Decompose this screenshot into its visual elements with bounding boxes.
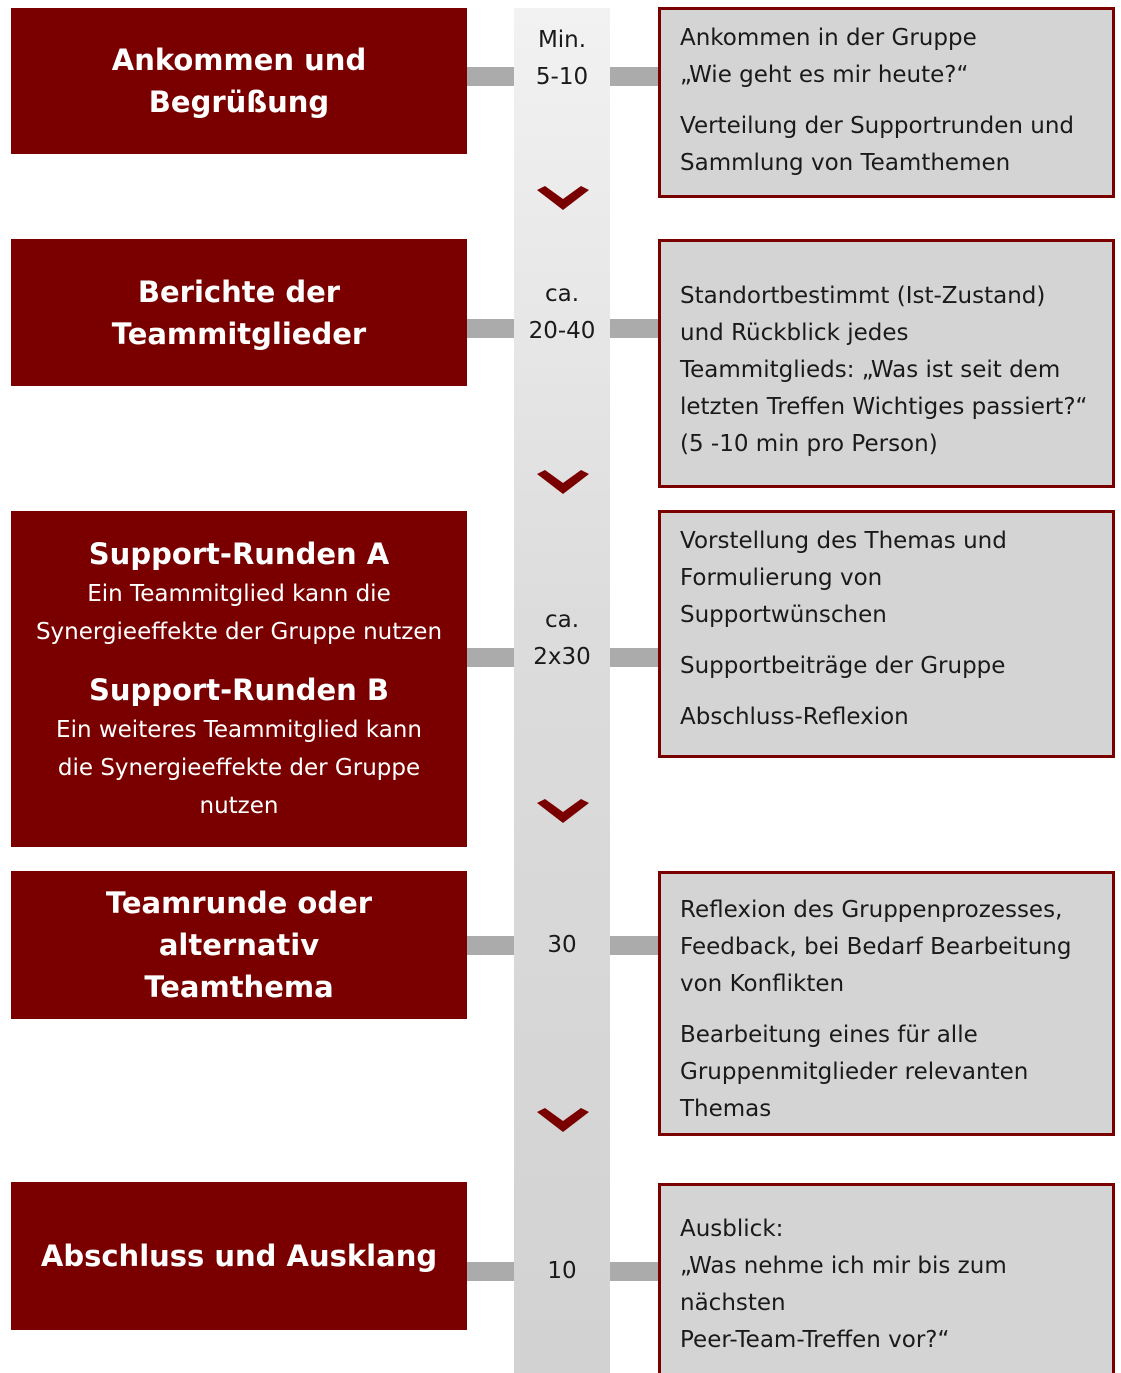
- phase-title: [21, 882, 457, 1008]
- duration-line: 10: [547, 1258, 577, 1284]
- phase-abschluss: [11, 1182, 467, 1330]
- phase-title-line: Teamrunde oder alternativ: [105, 886, 373, 962]
- description-line: Supportbeiträge der Gruppe: [680, 653, 1006, 679]
- description-line: Teammitglieds: „Was ist seit dem: [680, 357, 1061, 383]
- chevron-down-icon: [537, 1108, 589, 1134]
- phase-ankommen: [11, 8, 467, 154]
- duration-line: 20-40: [528, 318, 596, 344]
- description-paragraph: [680, 892, 1100, 1003]
- description-line: nächsten: [680, 1290, 786, 1316]
- phase-description: [658, 7, 1115, 198]
- phase-description: [658, 871, 1115, 1136]
- phase-duration: [514, 276, 610, 350]
- connector-left: [467, 319, 514, 338]
- chevron-down-icon: [537, 470, 589, 496]
- phase-subtitle-line: Synergieeffekte der Gruppe nutzen: [35, 619, 443, 645]
- connector-right: [610, 67, 658, 86]
- description-line: Ankommen in der Gruppe: [680, 25, 977, 51]
- description-line: Reflexion des Gruppenprozesses,: [680, 897, 1063, 923]
- description-line: Themas: [680, 1096, 772, 1122]
- phase-description: [658, 510, 1115, 758]
- description-line: Supportwünschen: [680, 602, 887, 628]
- description-line: Standortbestimmt (Ist-Zustand): [680, 283, 1046, 309]
- connector-left: [467, 67, 514, 86]
- description-line: „Wie geht es mir heute?“: [680, 62, 969, 88]
- phase-subtitle: [36, 575, 442, 651]
- description-paragraph: [680, 1017, 1100, 1128]
- description-paragraph: [680, 108, 1100, 182]
- description-paragraph: [680, 278, 1100, 463]
- description-line: Bearbeitung eines für alle: [680, 1022, 978, 1048]
- description-line: Gruppenmitglieder relevanten: [680, 1059, 1029, 1085]
- connector-right: [610, 936, 658, 955]
- phase-subtitle: [56, 711, 422, 825]
- connector-right: [610, 319, 658, 338]
- description-paragraph: [680, 648, 1100, 685]
- phase-title-line: Berichte der: [137, 274, 341, 309]
- phase-berichte: [11, 239, 467, 386]
- description-paragraph: [680, 1211, 1100, 1359]
- connector-left: [467, 936, 514, 955]
- description-line: Peer-Team-Treffen vor?“: [680, 1327, 950, 1353]
- duration-line: Min.: [537, 27, 587, 53]
- description-line: Abschluss-Reflexion: [680, 704, 909, 730]
- description-line: Feedback, bei Bedarf Bearbeitung: [680, 934, 1072, 960]
- duration-line: ca.: [544, 607, 580, 633]
- duration-line: 5-10: [535, 64, 589, 90]
- phase-support-runden: [11, 511, 467, 847]
- phase-teamrunde: [11, 871, 467, 1019]
- chevron-down-icon: [537, 799, 589, 825]
- phase-title: Support-Runden A: [88, 537, 390, 571]
- phase-title: [112, 39, 366, 123]
- description-line: und Rückblick jedes: [680, 320, 909, 346]
- description-paragraph: [680, 20, 1100, 94]
- phase-duration: [514, 602, 610, 676]
- phase-description: [658, 239, 1115, 488]
- description-line: von Konflikten: [680, 971, 845, 997]
- description-line: Verteilung der Supportrunden und: [680, 113, 1075, 139]
- connector-right: [610, 1262, 658, 1281]
- description-line: (5 -10 min pro Person): [680, 431, 938, 457]
- phase-title-line: Teamthema: [144, 970, 334, 1004]
- phase-title: [112, 271, 366, 355]
- phase-subtitle-line: die Synergieeffekte der Gruppe: [57, 755, 421, 781]
- description-line: Sammlung von Teamthemen: [680, 150, 1011, 176]
- phase-title: Support-Runden B: [88, 673, 390, 707]
- phase-description: [658, 1183, 1115, 1373]
- phase-title-line: Ankommen und: [111, 43, 367, 77]
- phase-title-line: Teammitglieder: [111, 316, 367, 351]
- phase-subtitle-line: Ein Teammitglied kann die: [87, 581, 391, 607]
- description-line: Formulierung von: [680, 565, 883, 591]
- connector-left: [467, 648, 514, 667]
- phase-title-line: Begrüßung: [148, 85, 330, 119]
- description-line: „Was nehme ich mir bis zum: [680, 1253, 1007, 1279]
- description-paragraph: [680, 523, 1100, 634]
- connector-left: [467, 1262, 514, 1281]
- phase-duration: [514, 927, 610, 964]
- connector-right: [610, 648, 658, 667]
- phase-duration: [514, 22, 610, 96]
- phase-duration: [514, 1253, 610, 1290]
- description-paragraph: [680, 699, 1100, 736]
- description-line: letzten Treffen Wichtiges passiert?“: [680, 394, 1088, 420]
- chevron-down-icon: [537, 186, 589, 212]
- description-line: Vorstellung des Themas und: [680, 528, 1007, 554]
- phase-title-line: Abschluss und Ausklang: [40, 1239, 438, 1273]
- duration-line: 2x30: [533, 644, 591, 670]
- phase-subtitle-line: Ein weiteres Teammitglied kann: [56, 717, 422, 743]
- duration-line: 30: [547, 932, 577, 958]
- duration-line: ca.: [544, 281, 580, 307]
- description-line: Ausblick:: [680, 1216, 784, 1242]
- timeline-spine: [514, 8, 610, 1373]
- phase-title: [41, 1235, 437, 1277]
- phase-subtitle-line: nutzen: [199, 793, 279, 819]
